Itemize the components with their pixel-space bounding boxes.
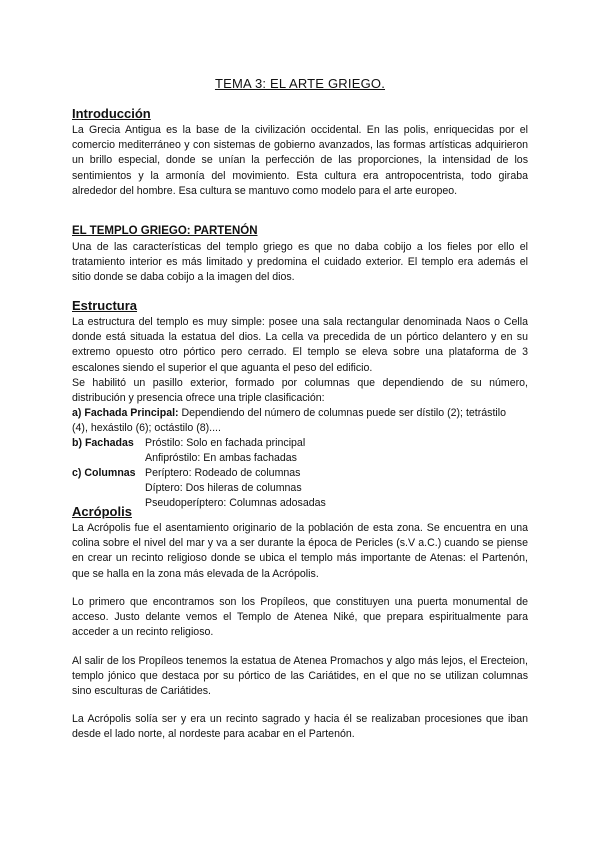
heading-templo-griego: EL TEMPLO GRIEGO: PARTENÓN (72, 225, 258, 237)
paragraph-acropolis-1 (72, 521, 528, 582)
document-title: TEMA 3: EL ARTE GRIEGO. (214, 76, 386, 91)
heading-estructura: Estructura (72, 298, 138, 313)
classification-c-label: c) Columnas (72, 467, 136, 479)
paragraph-text: La estructura del templo es muy simple: posee una sala rectangular denominada Naos o Cella donde está situada la estatua del dios. La cella va precedida de un pórtico delantero y en su extremo opuesto otro pórtico pero cerrado. El templo se eleva sobre una plataforma de 3 escalones siendo el superior el que aguanta el peso del edificio. (72, 316, 528, 374)
classification-a-text: Dependiendo del número de columnas puede ser dístilo (2); tetrástilo (178, 407, 506, 419)
paragraph-templo (72, 240, 528, 286)
paragraph-text: La Acrópolis fue el asentamiento originario de la población de esta zona. Se encuentra en una colina sobre el nivel del mar y va a ser durante la época de Pericles (s.V a.C.) cuando se piense en crear un recinto religioso donde se ubica el templo más importante de Atenas: el Partenón, que se halla en la zona más elevada de la Acrópolis. (72, 522, 528, 580)
classification-c-item: Díptero: Dos hileras de columnas (145, 482, 302, 494)
heading-introduccion: Introducción (72, 106, 151, 121)
classification-b-label: b) Fachadas (72, 437, 134, 449)
classification-a (72, 406, 506, 421)
paragraph-text: Una de las características del templo griego es que no daba cobijo a los fieles por ello el tratamiento interior es más limitado y predomina el cuidado exterior. El templo era además el sitio donde se daba cobijo a la imagen del dios. (72, 241, 528, 284)
paragraph-text: Lo primero que encontramos son los Propíleos, que constituyen una puerta monumental de acceso. Justo delante vemos el Templo de Atenea Niké, que prepara espiritualmente para acceder a un recinto religioso. (72, 596, 528, 639)
classification-a-continued: (4), hexástilo (6); octástilo (8).... (72, 422, 221, 434)
classification-c-item: Períptero: Rodeado de columnas (145, 467, 301, 479)
classification-a-label: a) Fachada Principal: (72, 407, 179, 419)
paragraph-acropolis-3 (72, 654, 528, 700)
paragraph-estructura-2 (72, 376, 528, 406)
paragraph-estructura-1 (72, 315, 528, 376)
paragraph-introduccion (72, 123, 528, 199)
paragraph-text: La Grecia Antigua es la base de la civilización occidental. En las polis, enriquecidas por el comercio mediterráneo y con sistemas de gobierno avanzados, las formas artísticas adquirieron un brillo especial, donde se unían la perfección de las proporciones, la intensidad de los sentimientos y la armonía del movimiento. Esta cultura era antropocentrista, todo giraba alrededor del hombre. Esa cultura se mantuvo como modelo para el arte europeo. (72, 124, 528, 197)
paragraph-text: La Acrópolis solía ser y era un recinto sagrado y hacia él se realizaban procesiones que iban desde el lado norte, al nordeste para acabar en el Partenón. (72, 713, 528, 741)
paragraph-acropolis-4 (72, 712, 528, 742)
paragraph-text: Se habilitó un pasillo exterior, formado por columnas que dependiendo de su número, distribución y presencia ofrece una triple clasificación: (72, 377, 528, 405)
paragraph-acropolis-2 (72, 595, 528, 641)
classification-c-item: Pseudoperíptero: Columnas adosadas (145, 497, 326, 509)
paragraph-text: Al salir de los Propíleos tenemos la estatua de Atenea Promachos y algo más lejos, el Erecteion, templo jónico que destaca por su pórtico de las Cariátides, en el que no se utilizan columnas sino esculturas de Cariátides. (72, 655, 528, 698)
classification-b-item: Anfipróstilo: En ambas fachadas (145, 452, 297, 464)
heading-acropolis: Acrópolis (72, 504, 132, 519)
classification-b-item: Próstilo: Solo en fachada principal (145, 437, 306, 449)
